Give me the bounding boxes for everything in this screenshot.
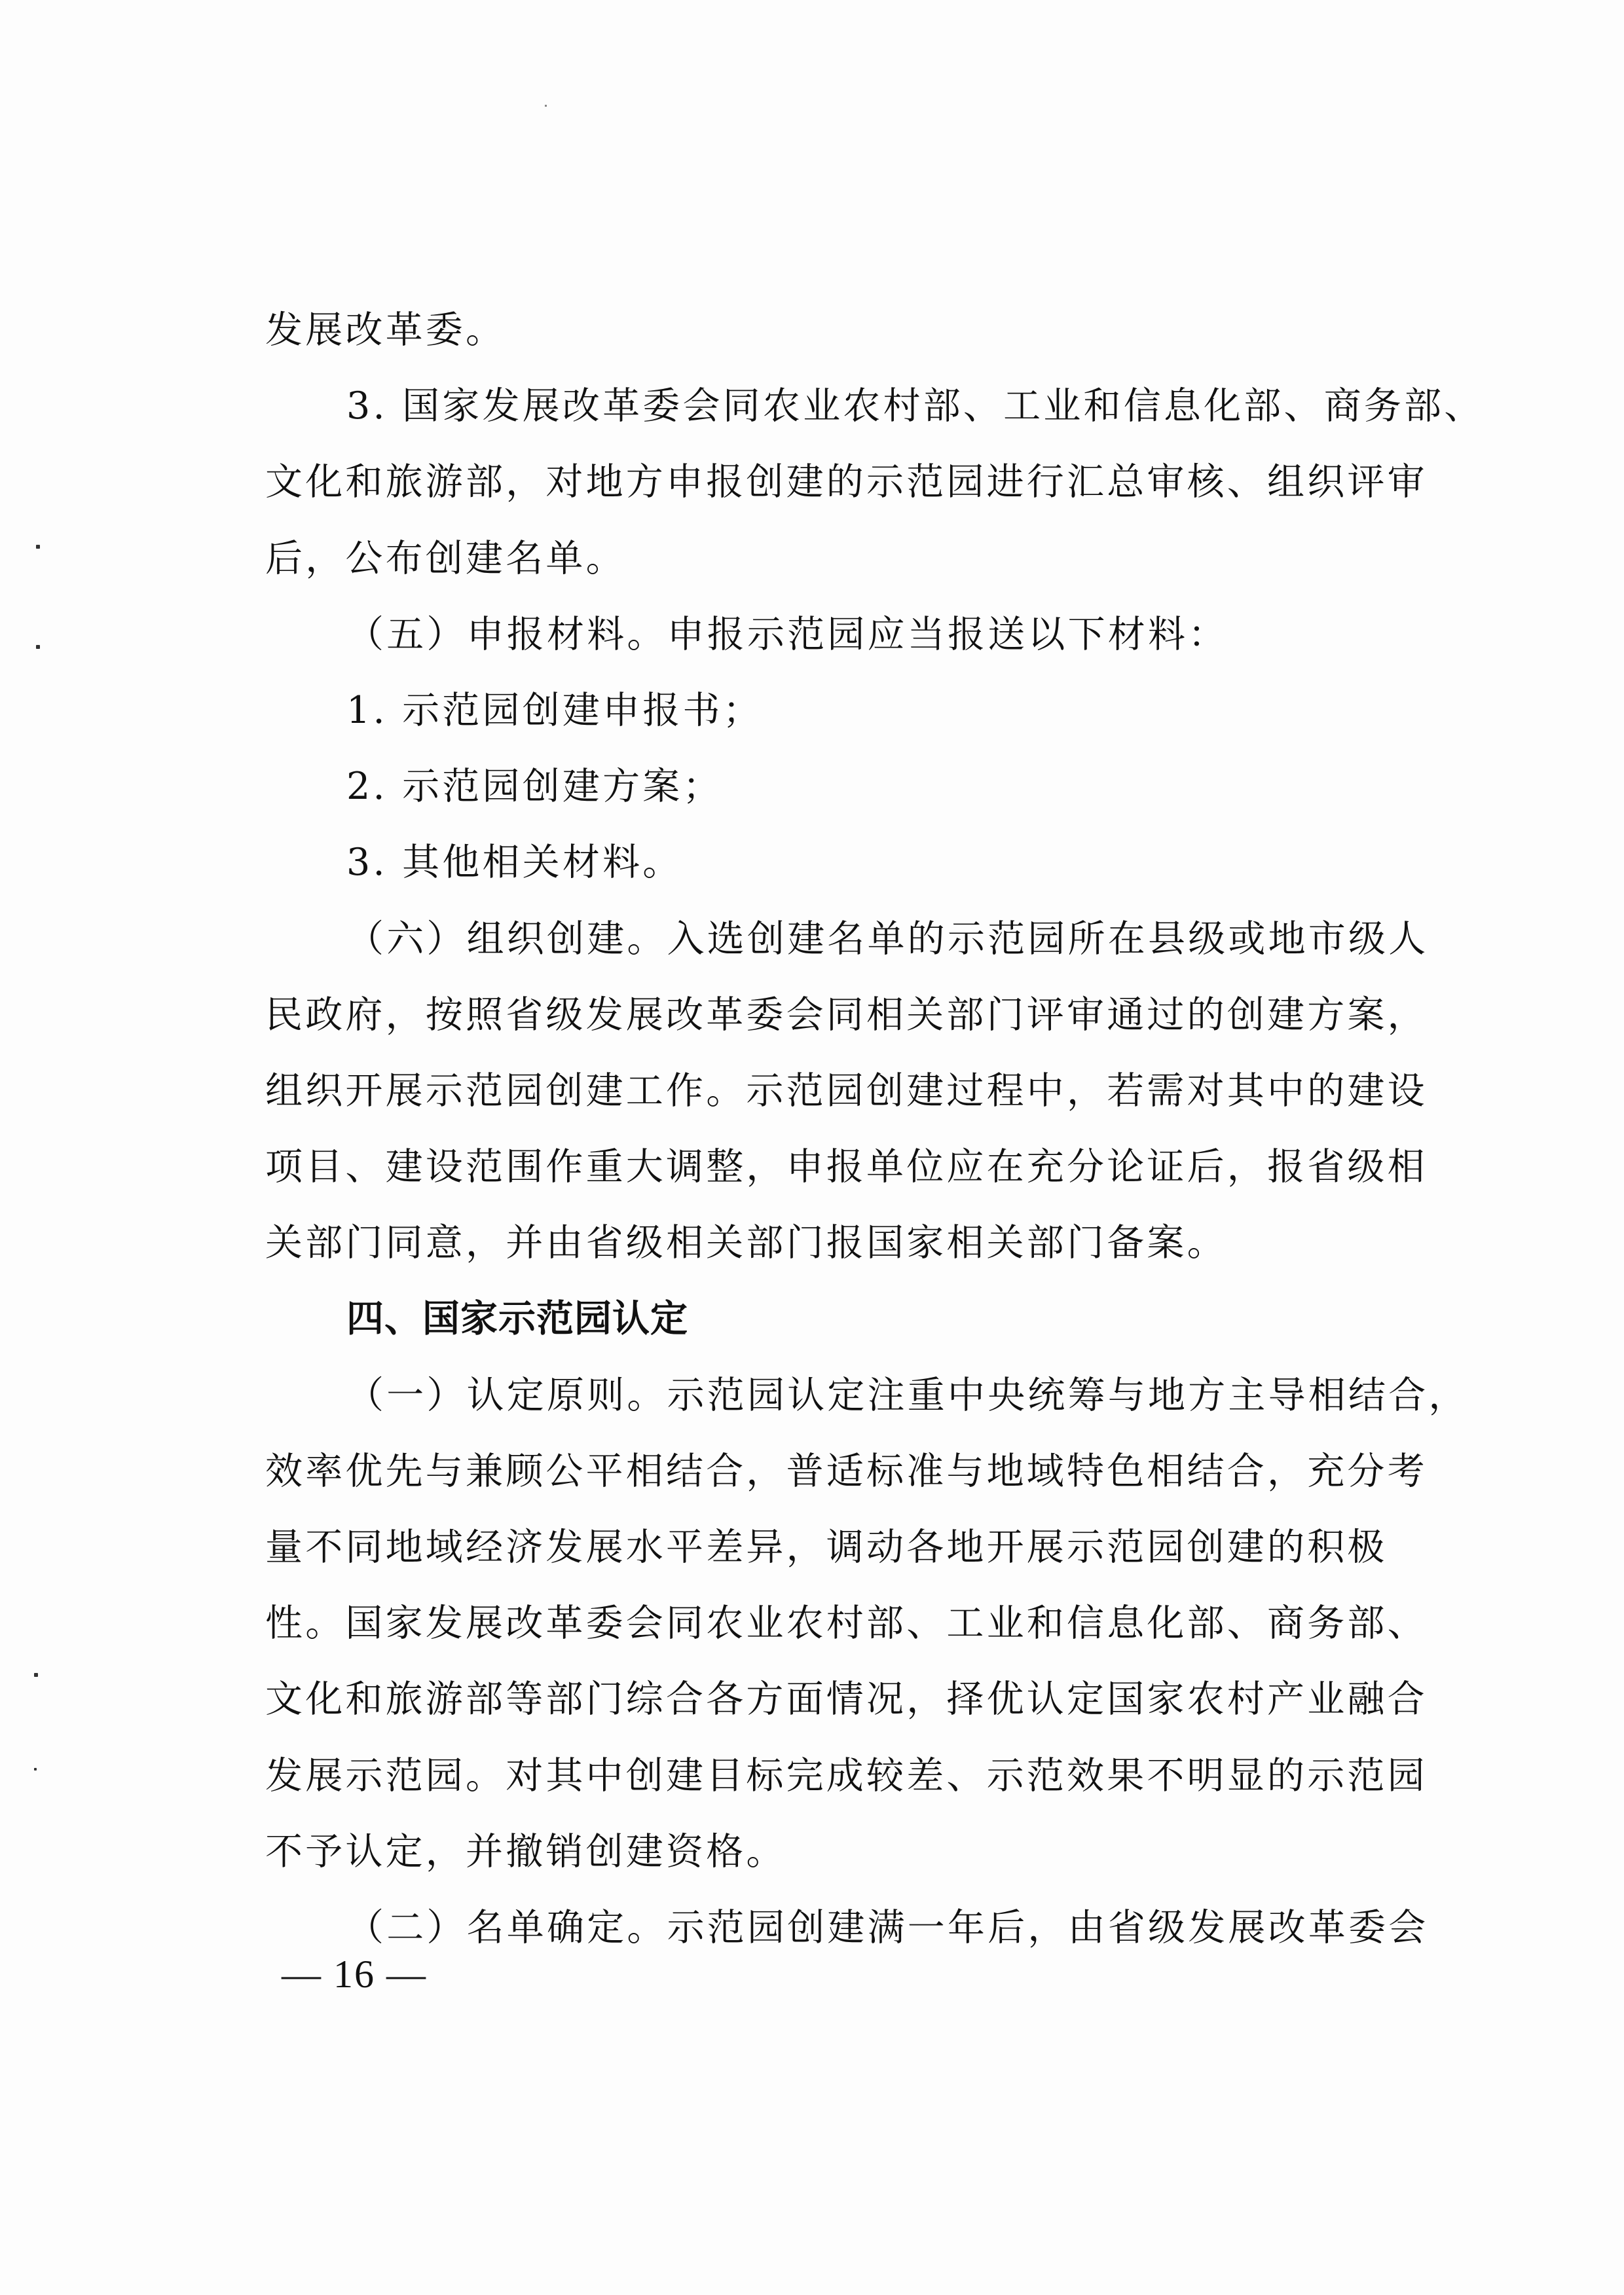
text-line: 民政府，按照省级发展改革委会同相关部门评审通过的创建方案， bbox=[265, 993, 1428, 1037]
text-line: 组织开展示范园创建工作。示范园创建过程中，若需对其中的建设 bbox=[265, 1069, 1428, 1112]
subsection-list-confirm: （二）名单确定。示范园创建满一年后，由省级发展改革委会 bbox=[346, 1905, 1429, 1949]
text-line: 文化和旅游部，对地方申报创建的示范园进行汇总审核、组织评审 bbox=[265, 460, 1428, 504]
text-line: 不予认定，并撤销创建资格。 bbox=[265, 1829, 786, 1873]
subsection-organize: （六）组织创建。入选创建名单的示范园所在县级或地市级人 bbox=[346, 917, 1429, 961]
scan-artifact bbox=[34, 1768, 37, 1771]
text-line: 关部门同意，并由省级相关部门报国家相关部门备案。 bbox=[265, 1221, 1227, 1265]
text-line: 发展改革委。 bbox=[265, 308, 506, 352]
list-item: 1. 示范园创建申报书； bbox=[346, 688, 763, 732]
text-line: 性。国家发展改革委会同农业农村部、工业和信息化部、商务部、 bbox=[265, 1602, 1428, 1645]
page-number: — 16 — bbox=[282, 1953, 427, 1996]
list-item: 3. 国家发展改革委会同农业农村部、工业和信息化部、商务部、 bbox=[346, 384, 1485, 428]
subsection-principle: （一）认定原则。示范园认定注重中央统筹与地方主导相结合， bbox=[346, 1373, 1469, 1417]
subsection-materials: （五）申报材料。申报示范园应当报送以下材料： bbox=[346, 612, 1228, 656]
text-line: 量不同地域经济发展水平差异，调动各地开展示范园创建的积极 bbox=[265, 1526, 1388, 1569]
text-line: 文化和旅游部等部门综合各方面情况，择优认定国家农村产业融合 bbox=[265, 1678, 1428, 1721]
body-text bbox=[265, 292, 1485, 1966]
text-line: 发展示范园。对其中创建目标完成较差、示范效果不明显的示范园 bbox=[265, 1753, 1428, 1797]
text-line: 项目、建设范围作重大调整，申报单位应在充分论证后，报省级相 bbox=[265, 1145, 1428, 1189]
scan-artifact bbox=[545, 105, 547, 107]
text-line: 后，公布创建名单。 bbox=[265, 536, 626, 580]
scan-artifact bbox=[34, 1673, 38, 1677]
text-line: 效率优先与兼顾公平相结合，普适标准与地域特色相结合，充分考 bbox=[265, 1449, 1428, 1493]
list-item: 2. 示范园创建方案； bbox=[346, 765, 723, 809]
list-item: 3. 其他相关材料。 bbox=[346, 841, 683, 885]
scan-artifact bbox=[36, 645, 40, 649]
section-heading: 四、国家示范园认定 bbox=[346, 1297, 688, 1341]
scan-artifact bbox=[36, 545, 40, 549]
